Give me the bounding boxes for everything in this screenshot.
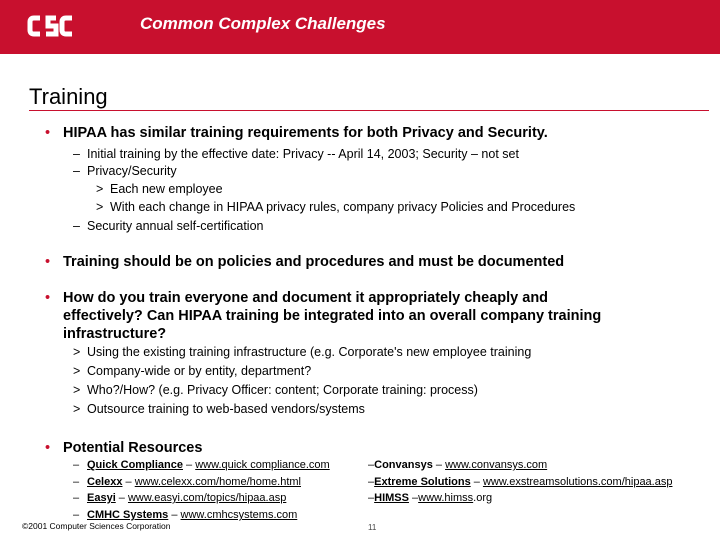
footer-copyright: ©2001 Computer Sciences Corporation xyxy=(22,521,171,531)
sub-marker: > xyxy=(73,364,81,378)
sub-marker: – xyxy=(73,147,80,161)
sub-sub-item xyxy=(96,200,575,215)
bullet-text: How do you train everyone and document it appropriately cheaply and effectively? Can HIPAA training be integrated into an overall company training infrastructure? xyxy=(63,290,602,342)
sub-item xyxy=(73,402,365,417)
resource-item: –Extreme Solutions – www.exstreamsolutions.com/hipaa.asp xyxy=(368,476,673,488)
sub-item xyxy=(73,219,263,234)
csc-logo xyxy=(26,12,76,40)
resource-name: Easyi xyxy=(87,492,116,504)
resource-link[interactable]: www.cmhcsystems.com xyxy=(180,509,298,521)
bullet-dot-icon: • xyxy=(45,290,51,306)
sub-text: Security annual self-certification xyxy=(87,219,264,233)
sub-text: With each change in HIPAA privacy rules, company privacy Policies and Procedures xyxy=(110,200,576,214)
sub-text: Privacy/Security xyxy=(87,164,177,178)
resource-item: –Convansys – www.convansys.com xyxy=(368,459,548,471)
sub-marker: > xyxy=(96,182,104,196)
bullet-train-everyone xyxy=(45,289,625,343)
resource-link[interactable]: www.quick compliance.com xyxy=(195,459,330,471)
bullet-text: HIPAA has similar training requirements for both Privacy and Security. xyxy=(63,125,548,141)
sub-item xyxy=(73,364,311,379)
resource-item: – Celexx – www.celexx.com/home/home.html xyxy=(73,476,301,488)
sub-text: Company-wide or by entity, department? xyxy=(87,364,312,378)
resource-link[interactable]: www.easyi.com/topics/hipaa.asp xyxy=(127,492,287,504)
footer-page-number: 11 xyxy=(368,523,377,532)
resource-link[interactable]: www.convansys.com xyxy=(445,459,548,471)
slide-title: Training xyxy=(29,84,108,109)
resource-name: CMHC Systems xyxy=(87,509,169,521)
bullet-text: Training should be on policies and procedures and must be documented xyxy=(63,254,565,270)
bullet-hipaa-training xyxy=(45,124,665,142)
sub-text: Outsource training to web-based vendors/systems xyxy=(87,402,365,416)
resource-name: Celexx xyxy=(87,476,123,488)
sub-text: Who?/How? (e.g. Privacy Officer: content; Corporate training: process) xyxy=(87,383,478,397)
bullet-dot-icon: • xyxy=(45,440,51,456)
sub-item xyxy=(73,147,519,162)
sub-marker: > xyxy=(96,200,104,214)
header-bar xyxy=(0,0,720,54)
bullet-dot-icon: • xyxy=(45,125,51,141)
resource-name: HIMSS xyxy=(374,492,409,504)
sub-marker: – xyxy=(73,164,80,178)
title-divider xyxy=(29,110,709,111)
resource-name: Convansys xyxy=(374,459,433,471)
sub-marker: – xyxy=(73,219,80,233)
resource-link[interactable]: www.himss xyxy=(418,492,474,504)
sub-text: Each new employee xyxy=(110,182,223,196)
resource-item: – Quick Compliance – www.quick compliance.com xyxy=(73,459,330,471)
resource-item: – CMHC Systems – www.cmhcsystems.com xyxy=(73,509,298,521)
resource-name: Extreme Solutions xyxy=(374,476,471,488)
header-title: Common Complex Challenges xyxy=(140,14,386,33)
bullet-dot-icon: • xyxy=(45,254,51,270)
resource-link[interactable]: www.exstreamsolutions.com/hipaa.asp xyxy=(482,476,673,488)
sub-sub-item xyxy=(96,182,223,197)
resource-name: Quick Compliance xyxy=(87,459,183,471)
resource-item: – Easyi – www.easyi.com/topics/hipaa.asp xyxy=(73,492,287,504)
sub-item xyxy=(73,383,478,398)
sub-item xyxy=(73,345,531,360)
sub-marker: > xyxy=(73,345,81,359)
bullet-text: Potential Resources xyxy=(63,440,203,456)
resource-link[interactable]: www.celexx.com/home/home.html xyxy=(134,476,301,488)
sub-text: Initial training by the effective date: Privacy -- April 14, 2003; Security – not set xyxy=(87,147,519,161)
sub-text: Using the existing training infrastructure (e.g. Corporate's new employee training xyxy=(87,345,532,359)
bullet-policies-training xyxy=(45,253,665,271)
resource-item: –HIMSS –www.himss.org xyxy=(368,492,493,504)
bullet-potential-resources xyxy=(45,439,345,457)
sub-marker: > xyxy=(73,402,81,416)
sub-marker: > xyxy=(73,383,81,397)
sub-item xyxy=(73,164,177,179)
